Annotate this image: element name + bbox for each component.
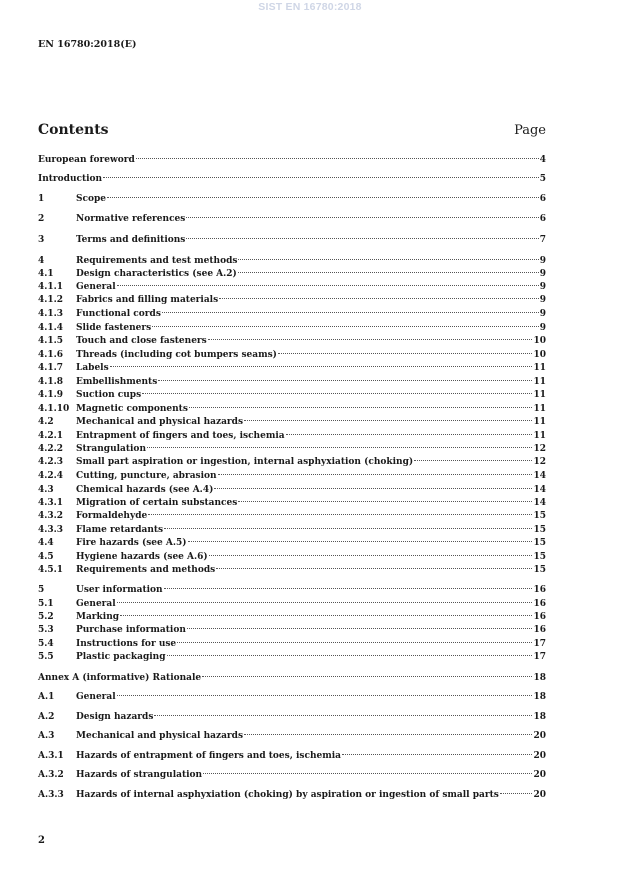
toc-dot-leader	[147, 447, 532, 448]
toc-entry-page: 15	[533, 525, 546, 535]
toc-entry-title: Hazards of strangulation	[76, 770, 203, 780]
toc-entry-title: Hygiene hazards (see A.6)	[76, 552, 208, 562]
toc-entry-title: Threads (including cot bumpers seams)	[76, 350, 277, 360]
toc-entry-number: 4.2.3	[38, 457, 64, 467]
toc-entry[interactable]	[38, 598, 546, 611]
toc-entry[interactable]	[38, 789, 546, 802]
toc-entry-page: 11	[533, 390, 546, 400]
toc-entry-number: 4.2	[38, 417, 54, 427]
toc-dot-leader	[278, 353, 533, 354]
toc-dot-leader	[142, 393, 532, 394]
toc-entry-number: 5.5	[38, 652, 54, 662]
toc-entry-number: 4.1.6	[38, 350, 64, 360]
toc-dot-leader	[203, 773, 532, 774]
toc-entry-page: 6	[539, 194, 546, 204]
toc-entry-page: 11	[533, 404, 546, 414]
toc-entry-number: 5.2	[38, 612, 54, 622]
toc-entry-number: 4.3	[38, 485, 54, 495]
toc-entry-title: Design hazards	[76, 712, 154, 722]
toc-entry-page: 15	[533, 565, 546, 575]
toc-entry-page: 18	[533, 712, 546, 722]
toc-dot-leader	[136, 158, 539, 159]
toc-entry[interactable]	[38, 651, 546, 664]
toc-entry-number: 2	[38, 214, 45, 224]
toc-dot-leader	[158, 380, 532, 381]
toc-entry-title: Magnetic components	[76, 404, 188, 414]
toc-dot-leader	[120, 615, 532, 616]
toc-entry-number: 4.1.4	[38, 323, 64, 333]
toc-dot-leader	[189, 407, 533, 408]
toc-entry-page: 12	[533, 457, 546, 467]
toc-entry[interactable]	[38, 281, 546, 294]
toc-entry-page: 7	[539, 235, 546, 245]
toc-entry-title: Suction cups	[76, 390, 142, 400]
toc-entry-page: 9	[539, 295, 546, 305]
toc-entry-number: 4.1.7	[38, 363, 64, 373]
toc-dot-leader	[107, 197, 539, 198]
toc-entry-title: Mechanical and physical hazards	[76, 417, 244, 427]
toc-entry-number: 4.1.2	[38, 295, 64, 305]
contents-title: Contents	[38, 122, 109, 138]
toc-dot-leader	[238, 501, 532, 502]
toc-entry-page: 18	[533, 692, 546, 702]
toc-entry-title: Fabrics and filling materials	[76, 295, 219, 305]
toc-entry[interactable]	[38, 456, 546, 469]
toc-entry-number: 4	[38, 256, 45, 266]
toc-entry-page: 11	[533, 417, 546, 427]
toc-entry-title: Terms and definitions	[76, 235, 186, 245]
toc-entry-page: 9	[539, 282, 546, 292]
toc-entry-page: 15	[533, 511, 546, 521]
toc-entry-title: Hazards of internal asphyxiation (choking) by aspiration or ingestion of small parts	[76, 790, 499, 800]
toc-entry[interactable]	[38, 497, 546, 510]
toc-entry[interactable]	[38, 173, 546, 186]
toc-entry-number: A.3.3	[38, 790, 64, 800]
toc-entry[interactable]	[38, 443, 546, 456]
toc-entry[interactable]	[38, 624, 546, 637]
toc-dot-leader	[218, 474, 533, 475]
toc-entry-title: Flame retardants	[76, 525, 164, 535]
toc-entry[interactable]	[38, 484, 546, 497]
toc-dot-leader	[216, 568, 532, 569]
toc-entry-title: Strangulation	[76, 444, 146, 454]
toc-entry-title: General	[76, 599, 116, 609]
toc-entry-title: Migration of certain substances	[76, 498, 238, 508]
toc-entry-number: 4.5	[38, 552, 54, 562]
toc-entry[interactable]	[38, 537, 546, 550]
toc-entry-page: 15	[533, 538, 546, 548]
toc-entry[interactable]	[38, 584, 546, 597]
toc-entry-title: European foreword	[38, 155, 135, 165]
toc-entry-number: 4.2.4	[38, 471, 64, 481]
toc-entry-page: 20	[533, 751, 546, 761]
toc-entry-page: 12	[533, 444, 546, 454]
toc-entry[interactable]	[38, 389, 546, 402]
toc-entry-title: Plastic packaging	[76, 652, 166, 662]
toc-dot-leader	[414, 460, 532, 461]
toc-entry-page: 16	[533, 625, 546, 635]
toc-entry-page: 15	[533, 552, 546, 562]
toc-entry-page: 5	[539, 174, 546, 184]
toc-entry[interactable]	[38, 611, 546, 624]
toc-entry-page: 18	[533, 673, 546, 683]
toc-entry-number: 4.3.1	[38, 498, 64, 508]
toc-entry-title: Entrapment of fingers and toes, ischemia	[76, 431, 285, 441]
toc-entry[interactable]	[38, 234, 546, 247]
page-column-label: Page	[514, 123, 546, 138]
toc-entry-title: Purchase information	[76, 625, 186, 635]
toc-entry-title: Fire hazards (see A.5)	[76, 538, 187, 548]
toc-entry-title: Chemical hazards (see A.4)	[76, 485, 214, 495]
toc-dot-leader	[208, 339, 533, 340]
toc-entry-page: 20	[533, 790, 546, 800]
toc-entry-page: 9	[539, 323, 546, 333]
toc-entry-title: Embellishments	[76, 377, 158, 387]
toc-entry[interactable]	[38, 349, 546, 362]
toc-dot-leader	[214, 488, 532, 489]
toc-entry-title: Slide fasteners	[76, 323, 152, 333]
toc-entry-page: 14	[533, 498, 546, 508]
toc-entry-number: 5.1	[38, 599, 54, 609]
toc-entry[interactable]	[38, 213, 546, 226]
toc-entry[interactable]	[38, 564, 546, 577]
toc-entry-title: Annex A (informative) Rationale	[38, 673, 202, 683]
watermark: SIST EN 16780:2018	[258, 1, 362, 13]
toc-entry-title: Instructions for use	[76, 639, 177, 649]
toc-entry-number: A.2	[38, 712, 55, 722]
toc-entry-number: 4.1.1	[38, 282, 64, 292]
toc-entry-title: Requirements and test methods	[76, 256, 238, 266]
toc-entry-number: 1	[38, 194, 45, 204]
toc-entry-page: 17	[533, 639, 546, 649]
toc-entry[interactable]	[38, 193, 546, 206]
toc-entry-title: Normative references	[76, 214, 186, 224]
toc-entry-number: 5	[38, 585, 45, 595]
toc-entry-title: Functional cords	[76, 309, 161, 319]
toc-entry-title: Mechanical and physical hazards	[76, 731, 244, 741]
toc-entry-page: 10	[533, 350, 546, 360]
toc-entry-page: 9	[539, 256, 546, 266]
toc-entry-number: A.3.1	[38, 751, 64, 761]
toc-entry-page: 14	[533, 485, 546, 495]
toc-entry[interactable]	[38, 308, 546, 321]
toc-entry-page: 16	[533, 585, 546, 595]
toc-dot-leader	[148, 514, 532, 515]
toc-entry-page: 17	[533, 652, 546, 662]
toc-dot-leader	[187, 628, 533, 629]
toc-entry-number: A.3.2	[38, 770, 64, 780]
toc-entry[interactable]	[38, 430, 546, 443]
toc-entry[interactable]	[38, 154, 546, 167]
toc-entry-page: 10	[533, 336, 546, 346]
toc-dot-leader	[188, 541, 533, 542]
toc-entry-page: 14	[533, 471, 546, 481]
toc-dot-leader	[186, 238, 538, 239]
toc-dot-leader	[238, 259, 538, 260]
toc-entry[interactable]	[38, 524, 546, 537]
toc-entry-page: 11	[533, 363, 546, 373]
toc-dot-leader	[110, 366, 533, 367]
toc-entry[interactable]	[38, 322, 546, 335]
toc-entry-number: 4.2.1	[38, 431, 64, 441]
toc-dot-leader	[186, 217, 538, 218]
toc-entry-title: Formaldehyde	[76, 511, 148, 521]
toc-entry[interactable]	[38, 672, 546, 685]
toc-entry-page: 6	[539, 214, 546, 224]
toc-entry-number: 4.3.2	[38, 511, 64, 521]
toc-entry[interactable]	[38, 730, 546, 743]
toc-entry-page: 16	[533, 612, 546, 622]
toc-entry[interactable]	[38, 691, 546, 704]
toc-entry-number: 4.3.3	[38, 525, 64, 535]
toc-dot-leader	[164, 588, 533, 589]
toc-entry-number: 4.2.2	[38, 444, 64, 454]
toc-entry-title: Small part aspiration or ingestion, internal asphyxiation (choking)	[76, 457, 414, 467]
toc-entry[interactable]	[38, 403, 546, 416]
toc-entry-title: Design characteristics (see A.2)	[76, 269, 237, 279]
toc-dot-leader	[103, 177, 539, 178]
toc-entry-number: 4.5.1	[38, 565, 64, 575]
toc-entry[interactable]	[38, 769, 546, 782]
toc-entry-title: Touch and close fasteners	[76, 336, 207, 346]
toc-entry[interactable]	[38, 294, 546, 307]
toc-entry-title: Introduction	[38, 174, 103, 184]
toc-entry-page: 16	[533, 599, 546, 609]
toc-entry[interactable]	[38, 268, 546, 281]
toc-entry[interactable]	[38, 376, 546, 389]
toc-dot-leader	[117, 695, 533, 696]
toc-entry-number: 4.4	[38, 538, 54, 548]
toc-entry[interactable]	[38, 335, 546, 348]
toc-entry-number: 4.1	[38, 269, 54, 279]
toc-entry[interactable]	[38, 416, 546, 429]
toc-entry[interactable]	[38, 362, 546, 375]
toc-entry-page: 11	[533, 431, 546, 441]
toc-entry-title: Labels	[76, 363, 109, 373]
page-number: 2	[38, 835, 45, 846]
toc-entry-title: Hazards of entrapment of fingers and toes, ischemia	[76, 751, 341, 761]
toc-entry-number: 4.1.8	[38, 377, 64, 387]
toc-dot-leader	[209, 555, 533, 556]
toc-entry-number: 4.1.9	[38, 390, 64, 400]
toc-dot-leader	[117, 602, 533, 603]
toc-entry-title: User information	[76, 585, 163, 595]
toc-dot-leader	[342, 754, 532, 755]
toc-dot-leader	[202, 676, 532, 677]
toc-dot-leader	[286, 434, 533, 435]
toc-entry[interactable]	[38, 551, 546, 564]
toc-entry-title: Requirements and methods	[76, 565, 216, 575]
toc-entry-page: 20	[533, 770, 546, 780]
toc-entry[interactable]	[38, 470, 546, 483]
toc-dot-leader	[167, 655, 533, 656]
toc-entry-page: 9	[539, 309, 546, 319]
toc-entry[interactable]	[38, 711, 546, 724]
toc-dot-leader	[154, 715, 532, 716]
toc-entry[interactable]	[38, 750, 546, 763]
toc-entry-number: 4.1.10	[38, 404, 70, 414]
toc-entry-number: A.3	[38, 731, 55, 741]
toc-dot-leader	[219, 298, 539, 299]
toc-entry-title: General	[76, 282, 116, 292]
toc-entry-title: Cutting, puncture, abrasion	[76, 471, 217, 481]
toc-entry-number: 4.1.3	[38, 309, 64, 319]
toc-entry-number: A.1	[38, 692, 55, 702]
toc-dot-leader	[500, 793, 533, 794]
toc-entry-number: 4.1.5	[38, 336, 64, 346]
toc-dot-leader	[244, 420, 532, 421]
toc-entry[interactable]	[38, 255, 546, 268]
toc-entry-number: 5.3	[38, 625, 54, 635]
toc-entry-number: 3	[38, 235, 45, 245]
toc-entry-page: 20	[533, 731, 546, 741]
toc-dot-leader	[238, 272, 539, 273]
toc-entry[interactable]	[38, 510, 546, 523]
toc-dot-leader	[162, 312, 539, 313]
toc-entry-number: 5.4	[38, 639, 54, 649]
toc-entry-page: 11	[533, 377, 546, 387]
toc-entry-title: Scope	[76, 194, 107, 204]
toc-entry-page: 9	[539, 269, 546, 279]
toc-dot-leader	[177, 642, 532, 643]
toc-entry-title: Marking	[76, 612, 120, 622]
toc-dot-leader	[244, 734, 532, 735]
toc-dot-leader	[152, 326, 539, 327]
document-id: EN 16780:2018(E)	[38, 39, 137, 50]
toc-entry-title: General	[76, 692, 116, 702]
toc-dot-leader	[164, 528, 532, 529]
toc-dot-leader	[117, 285, 539, 286]
toc-entry-page: 4	[539, 155, 546, 165]
toc-entry[interactable]	[38, 638, 546, 651]
